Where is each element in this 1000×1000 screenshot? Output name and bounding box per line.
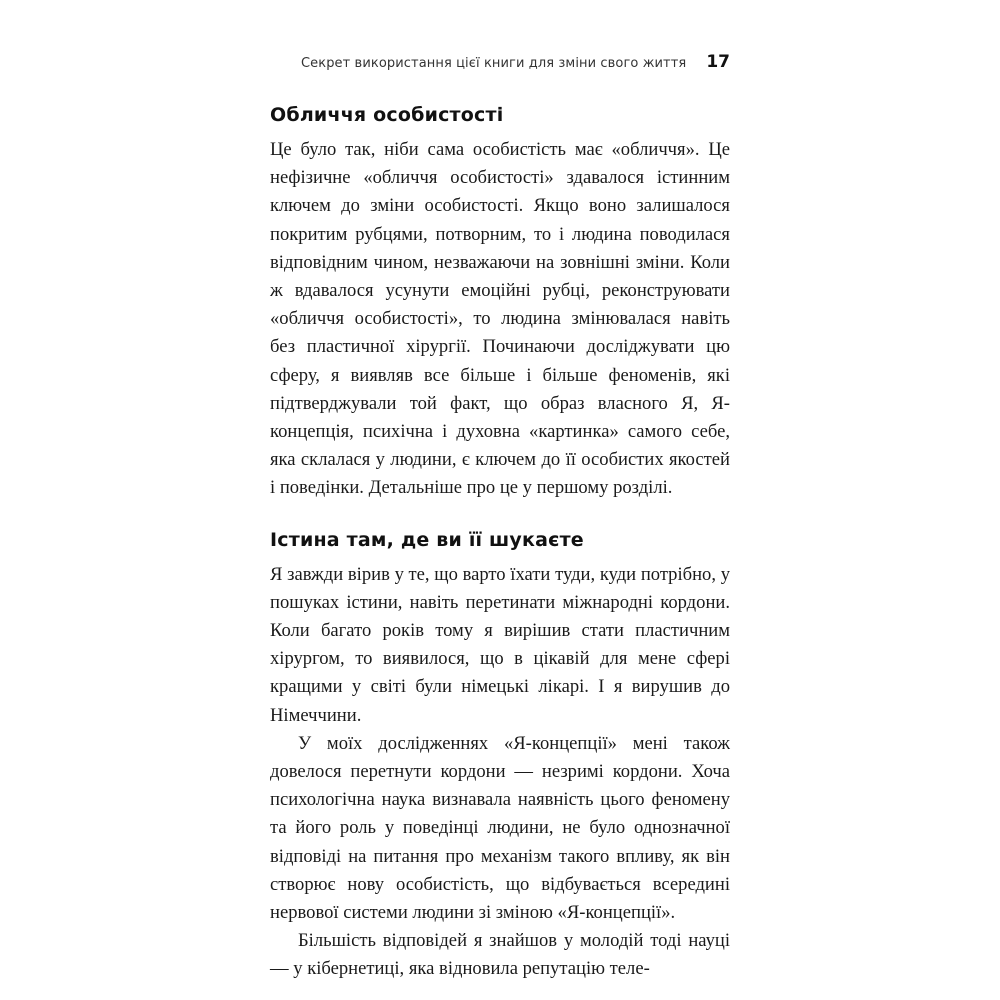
running-title: Секрет використання цієї книги для зміни свого життя bbox=[300, 56, 687, 71]
section-face-of-personality bbox=[270, 104, 730, 503]
paragraph: Більшість відповідей я знайшов у молодій тоді науці — у кібернетиці, яка відновила репутацію теле- bbox=[270, 930, 730, 980]
paragraph: Це було так, ніби сама особистість має «обличчя». Це нефізичне «обличчя особистості» здавалося істинним ключем до зміни особистості. Якщо воно залишалося покритим рубцями, потворним, то і людина поводилася відповідним чином, незважаючи на зовнішні зміни. Коли ж вдавалося усунути емоційні рубці, реконструювати «обличчя особистості», то людина змінювалася навіть без пластичної хірургії. Починаючи досліджувати цю сферу, я виявляв все більше і більше феноменів, які підтверджували той факт, що образ власного Я, Я-концепція, психічна і духовна «картинка» самого себе, яка склалася у людини, є ключем до її особистих якостей і поведінки. Детальніше про це у першому розділі. bbox=[270, 139, 730, 499]
section-truth-where-you-seek bbox=[270, 529, 730, 984]
page-number: 17 bbox=[706, 52, 730, 72]
page-body bbox=[270, 104, 730, 984]
paragraph: У моїх дослідженнях «Я-концепції» мені також довелося перетнути кордони — незримі кордони. Хоча психологічна наука визнавала наявність цього феномену та його роль у поведінці людини, не було однозначної відповіді на питання про механізм такого впливу, як він створює нову особистість, що відбувається всередині нервової системи людини зі зміною «Я-концепції». bbox=[270, 732, 730, 924]
section-heading: Обличчя особистості bbox=[270, 104, 504, 126]
running-header bbox=[260, 52, 730, 72]
section-heading: Істина там, де ви її шукаєте bbox=[270, 528, 584, 551]
paragraph: Я завжди вірив у те, що варто їхати туди, куди потрібно, у пошуках істини, навіть перетинати міжнародні кордони. Коли багато років тому я вирішив стати пластичним хірургом, то виявилося, що в цікавій для мене сфері кращими у світі були німецькі лікарі. І я вирушив до Німеччини. bbox=[270, 563, 730, 726]
